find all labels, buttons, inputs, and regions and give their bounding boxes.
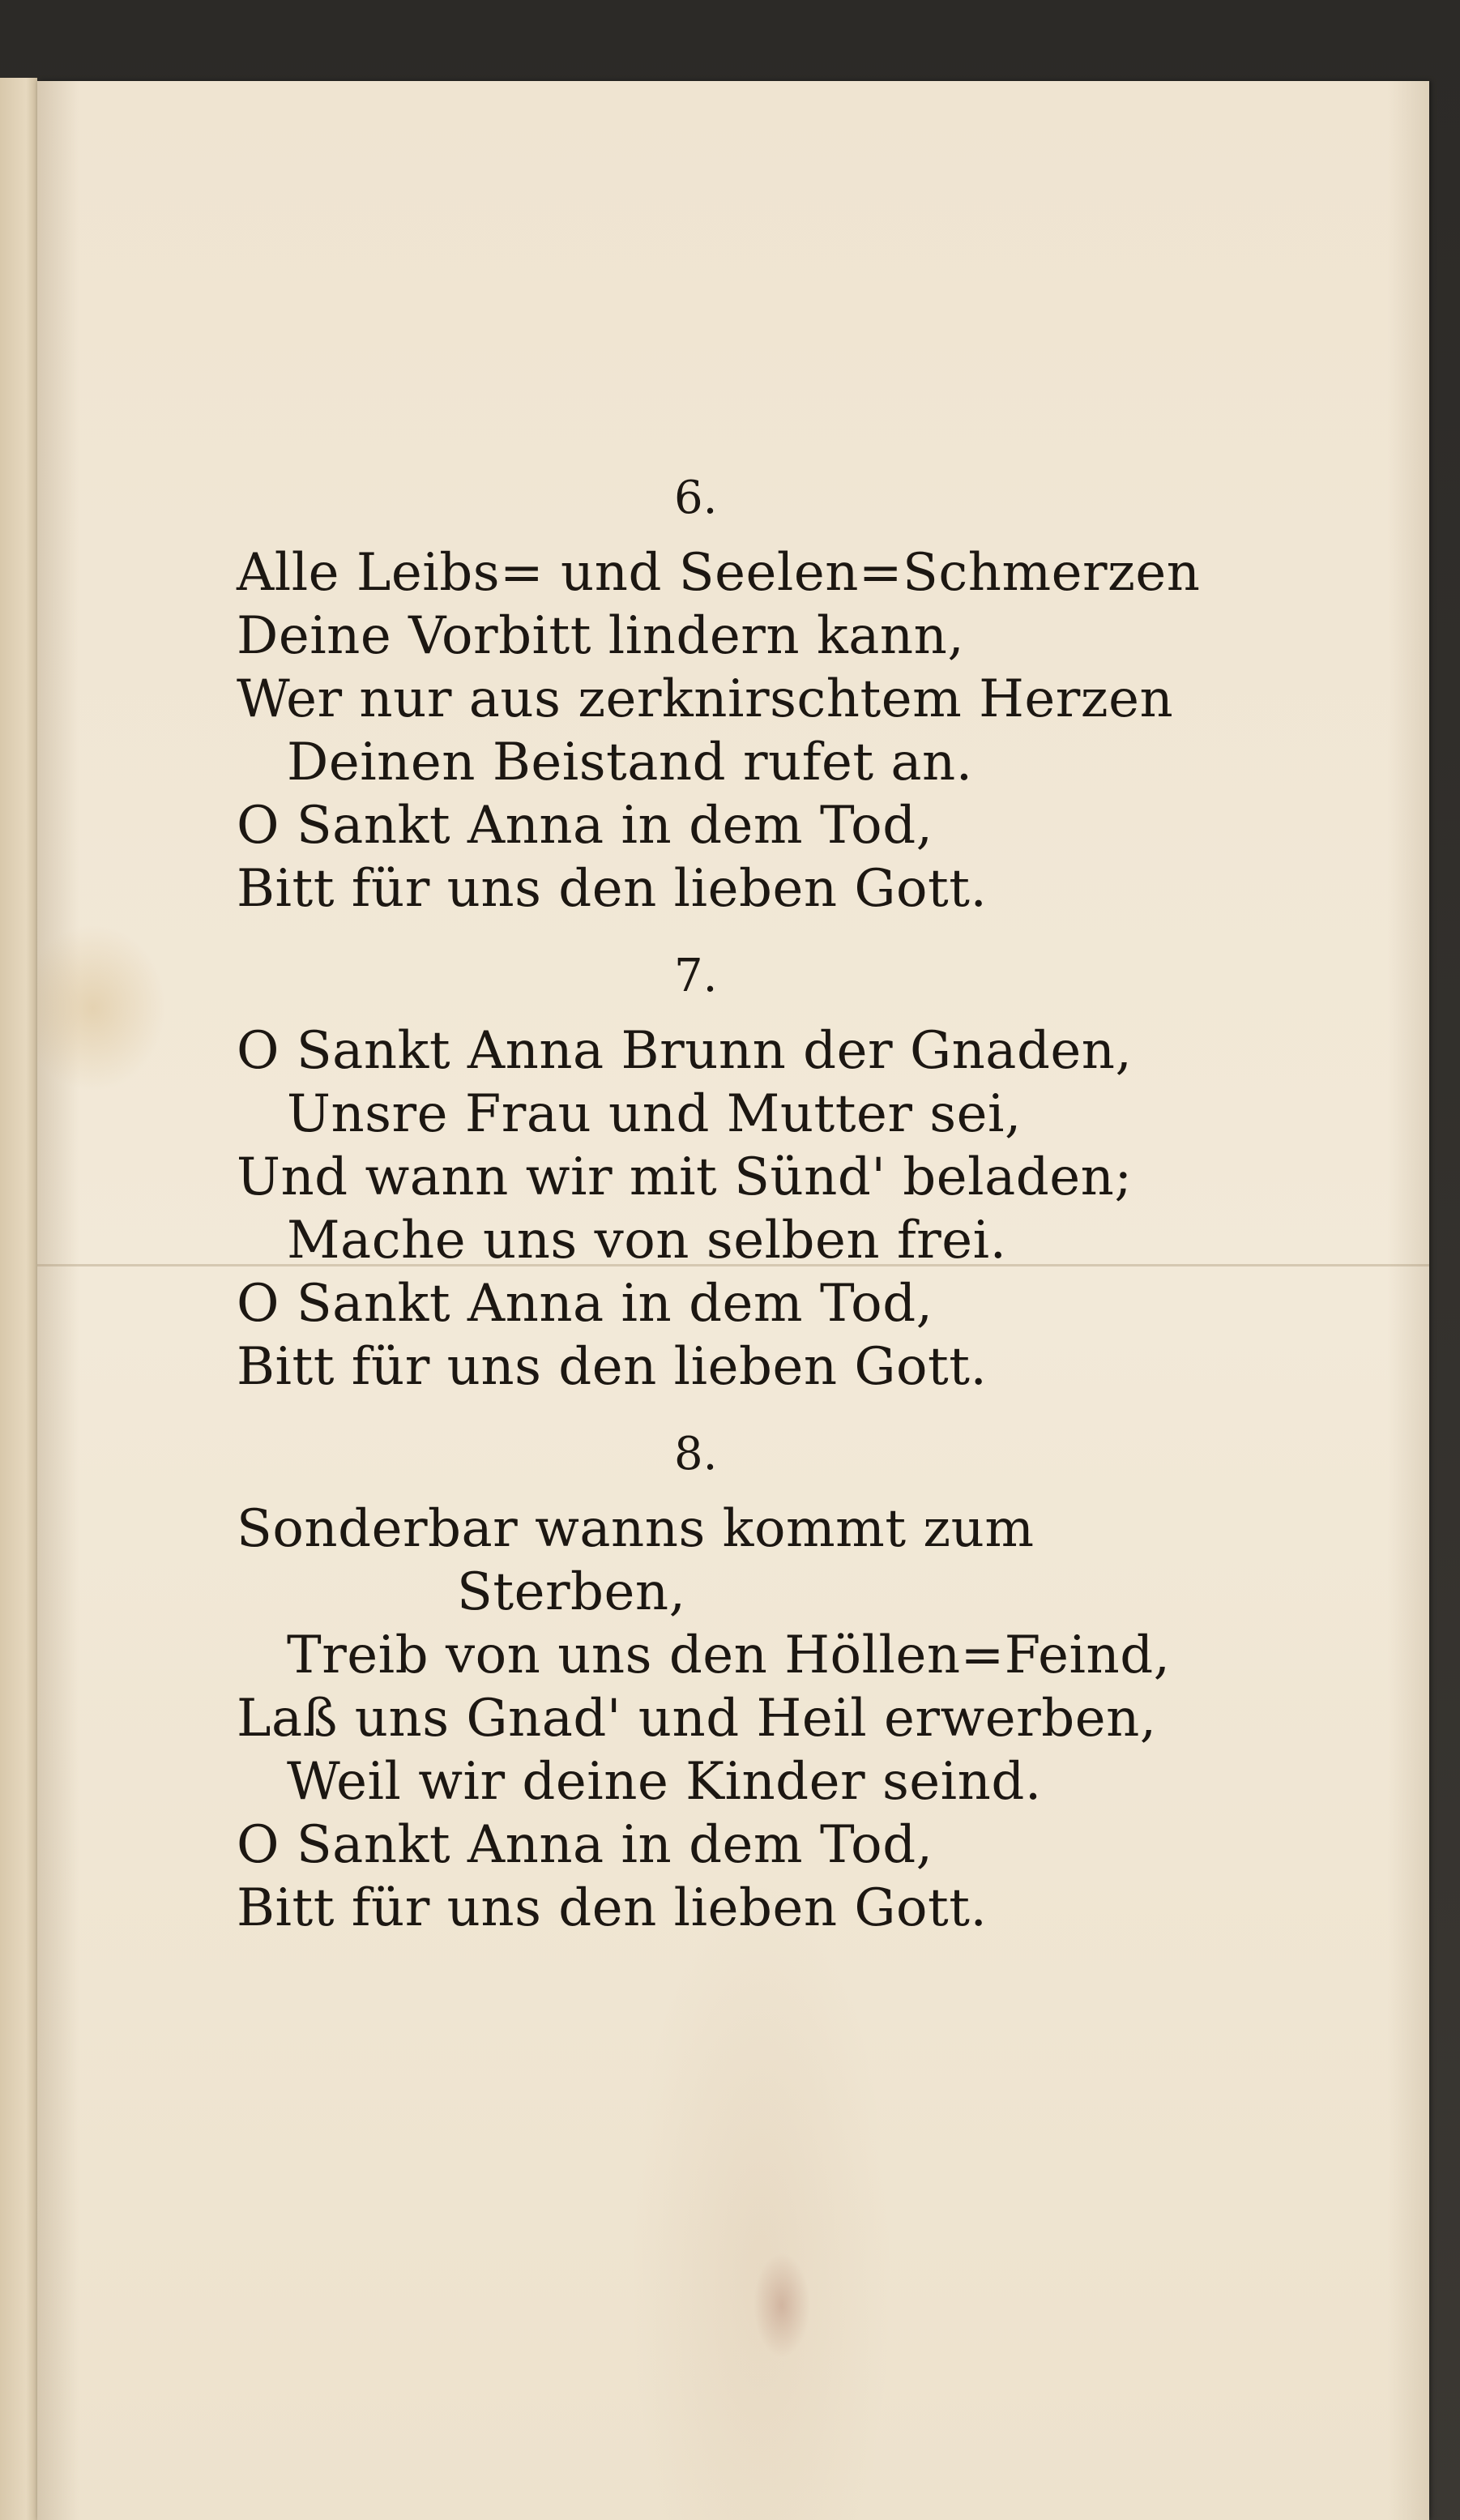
verse-line: Sterben, — [457, 1562, 686, 1622]
verse-line: O Sankt Anna in dem Tod, — [237, 1274, 933, 1334]
verse-line: Bitt für uns den lieben Gott. — [237, 1337, 988, 1397]
paper-stain — [753, 2253, 810, 2358]
verse-line: Unsre Frau und Mutter sei, — [287, 1084, 1022, 1144]
stanza-number: 6. — [674, 472, 718, 524]
adjacent-page-edge — [0, 78, 37, 2520]
verse-line: O Sankt Anna in dem Tod, — [237, 1815, 933, 1875]
verse-line: Sonderbar wanns kommt zum — [237, 1499, 1035, 1559]
verse-line: Laß uns Gnad' und Heil erwerben, — [237, 1689, 1157, 1749]
verse-line: Weil wir deine Kinder seind. — [287, 1752, 1042, 1812]
verse-line: Mache uns von selben frei. — [287, 1211, 1007, 1271]
verse-line: Alle Leibs= und Seelen=Schmerzen — [237, 543, 1201, 603]
stanza-number: 7. — [674, 950, 718, 1002]
stanza-7 — [237, 948, 1176, 1399]
verse-line: Treib von uns den Höllen=Feind, — [287, 1625, 1171, 1685]
stanza-number: 8. — [674, 1428, 718, 1480]
verse-line: Bitt für uns den lieben Gott. — [237, 1878, 988, 1938]
verse-line: Deine Vorbitt lindern kann, — [237, 606, 965, 666]
verse-line: Und wann wir mit Sünd' beladen; — [237, 1147, 1133, 1207]
stanza-8 — [237, 1426, 1176, 1940]
verse-line: O Sankt Anna in dem Tod, — [237, 796, 933, 856]
stanza-6 — [237, 470, 1201, 920]
verse-line: Deinen Beistand rufet an. — [287, 733, 973, 792]
verse-line: Wer nur aus zerknirschtem Herzen — [237, 669, 1174, 729]
verse-line: Bitt für uns den lieben Gott. — [237, 859, 988, 919]
hymn-text — [237, 470, 1201, 1967]
verse-line: O Sankt Anna Brunn der Gnaden, — [237, 1021, 1133, 1081]
